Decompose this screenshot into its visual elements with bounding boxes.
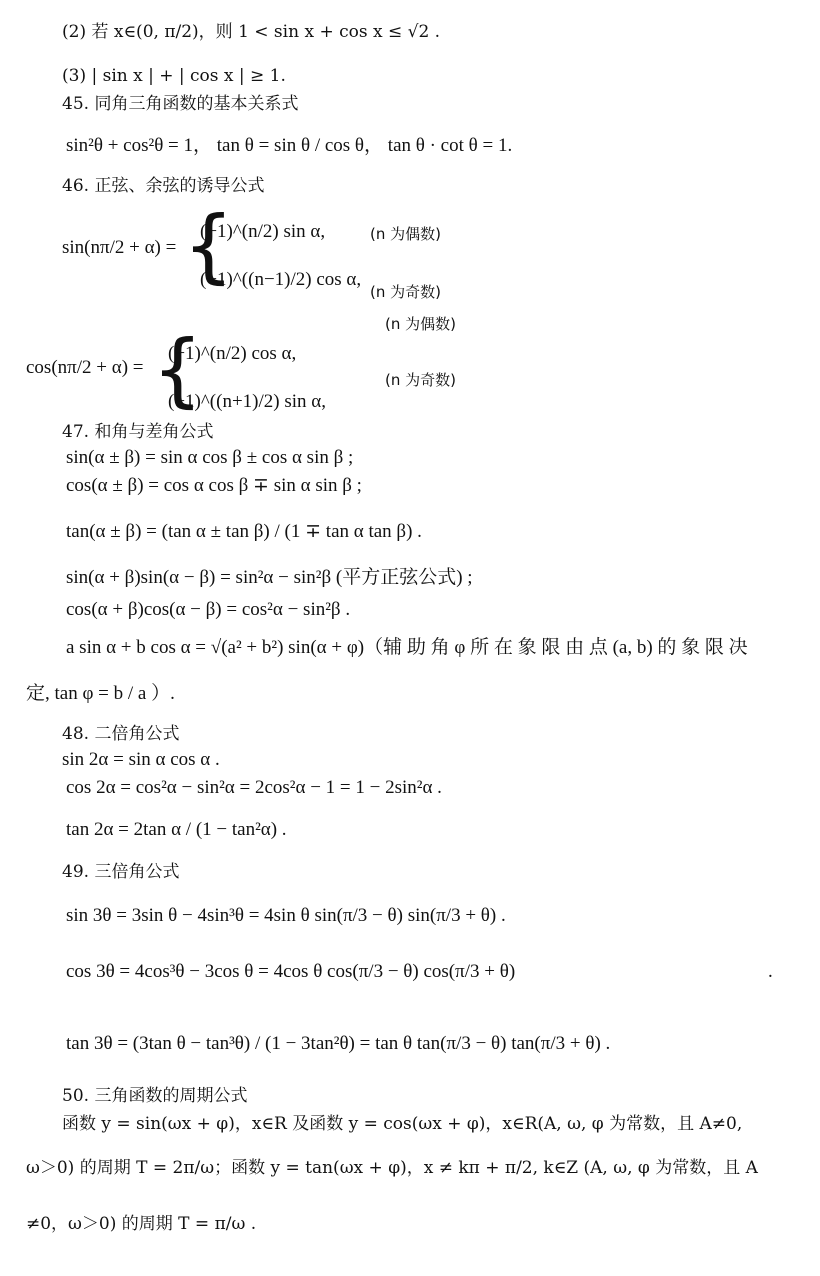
heading-48: 48. 二倍角公式 <box>62 724 180 744</box>
formula-45: sin²θ + cos²θ = 1， tan θ = sin θ / cos θ， tan θ · cot θ = 1. <box>66 135 513 156</box>
cos-induction-lhs: cos(nπ/2 + α) = <box>26 357 144 378</box>
heading-49: 49. 三倍角公式 <box>62 862 180 882</box>
heading-45: 45. 同角三角函数的基本关系式 <box>62 94 299 114</box>
formula-49-tan: tan 3θ = (3tan θ − tan³θ) / (1 − 3tan²θ) = tan θ tan(π/3 − θ) tan(π/3 + θ) . <box>66 1033 611 1054</box>
formula-47-auxiliary: a sin α + b cos α = √(a² + b²) sin(α + φ)（辅 助 角 φ 所 在 象 限 由 点 (a, b) 的 象 限 决 <box>66 637 748 658</box>
formula-48-sin: sin 2α = sin α cos α . <box>62 749 220 770</box>
formula-47-sin-square: sin(α + β)sin(α − β) = sin²α − sin²β (平方正弦公式) ; <box>66 567 473 588</box>
formula-47-cos-square: cos(α + β)cos(α − β) = cos²α − sin²β . <box>66 599 351 620</box>
heading-47: 47. 和角与差角公式 <box>62 422 214 442</box>
formula-50-line2: ω＞0) 的周期 T = 2π/ω；函数 y = tan(ωx + φ)，x ≠ kπ + π/2, k∈Z (A, ω, φ 为常数，且 A <box>26 1158 758 1178</box>
formula-47-auxiliary-tail: 定, tan φ = b / a ）. <box>26 683 175 704</box>
cos-note-odd: (n 为奇数) <box>385 371 456 389</box>
formula-48-tan: tan 2α = 2tan α / (1 − tan²α) . <box>66 819 287 840</box>
heading-46: 46. 正弦、余弦的诱导公式 <box>62 176 265 196</box>
formula-47-cos: cos(α ± β) = cos α cos β ∓ sin α sin β ; <box>66 475 362 496</box>
left-brace-cos: { <box>152 323 203 416</box>
sin-case-even: (−1)^(n/2) sin α, <box>200 221 326 242</box>
formula-50-line1: 函数 y = sin(ωx + φ)，x∈R 及函数 y = cos(ωx + φ)，x∈R(A, ω, φ 为常数，且 A≠0, <box>62 1114 743 1134</box>
formula-48-cos: cos 2α = cos²α − sin²α = 2cos²α − 1 = 1 − 2sin²α . <box>66 777 442 798</box>
cos-case-even: (−1)^(n/2) cos α, <box>168 343 297 364</box>
heading-50: 50. 三角函数的周期公式 <box>62 1086 248 1106</box>
sin-note-odd: (n 为奇数) <box>370 283 441 301</box>
formula-50-line3: ≠0，ω＞0) 的周期 T = π/ω . <box>26 1214 257 1234</box>
condition-3: (3) | sin x | + | cos x | ≥ 1. <box>62 66 286 86</box>
left-brace-sin: { <box>183 199 234 292</box>
cos-note-even: (n 为偶数) <box>385 315 456 333</box>
formula-47-sin: sin(α ± β) = sin α cos β ± cos α sin β ; <box>66 447 354 468</box>
sin-induction-lhs: sin(nπ/2 + α) = <box>62 237 177 258</box>
sin-case-odd: (−1)^((n−1)/2) cos α, <box>200 269 362 290</box>
formula-49-sin: sin 3θ = 3sin θ − 4sin³θ = 4sin θ sin(π/3 − θ) sin(π/3 + θ) . <box>66 905 506 926</box>
cos-case-odd: (−1)^((n+1)/2) sin α, <box>168 391 326 412</box>
formula-49-cos: cos 3θ = 4cos³θ − 3cos θ = 4cos θ cos(π/3 − θ) cos(π/3 + θ) <box>66 961 516 982</box>
condition-2: (2) 若 x∈(0, π/2)，则 1 < sin x + cos x ≤ √2 . <box>62 22 441 42</box>
formula-47-tan: tan(α ± β) = (tan α ± tan β) / (1 ∓ tan α tan β) . <box>66 521 422 542</box>
sin-note-even: (n 为偶数) <box>370 225 441 243</box>
trailing-period: . <box>768 961 773 982</box>
